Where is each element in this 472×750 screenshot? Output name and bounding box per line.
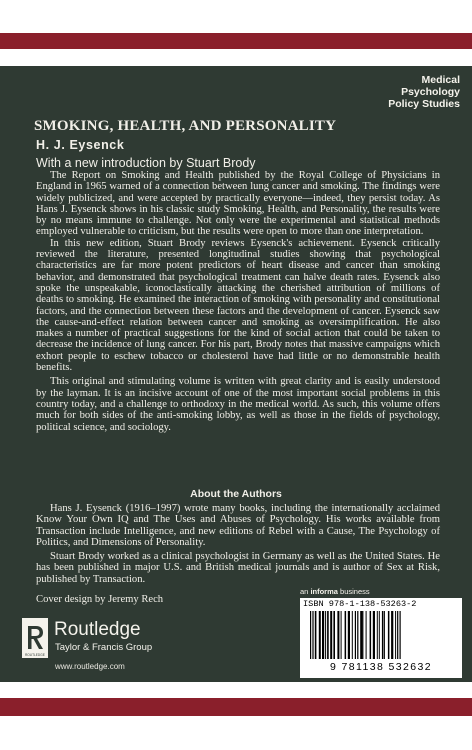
- barcode-bar: [327, 611, 329, 659]
- barcode-bar: [322, 611, 324, 659]
- barcode-bar: [377, 611, 378, 659]
- cover-design-credit: Cover design by Jeremy Rech: [36, 594, 164, 605]
- barcode-bar: [319, 611, 321, 659]
- about-brody: Stuart Brody worked as a clinical psychologist in Germany as well as the United States. He has been published in major U.S. and British medical journals and is author of Sex at Risk, published by Transaction.: [36, 551, 440, 585]
- barcode-bar: [310, 611, 311, 659]
- barcode-bar: [362, 611, 363, 659]
- barcode-bar: [397, 611, 398, 659]
- introduction-credit: With a new introduction by Stuart Brody: [36, 156, 256, 170]
- isbn-text: ISBN 978-1-138-53263-2: [303, 599, 417, 609]
- barcode-bars: [308, 611, 454, 659]
- blurb-paragraph: This original and stimulating volume is written with great clarity and is easily understood by the layman. It is an incisive account of one of the most important social problems in this country today, and a challenge to orthodoxy in the medical world. As such, this volume offers much for both sides of the anti-smoking lobby, as well as those in the fields of psychology, political science, and sociology.: [36, 376, 440, 433]
- barcode-bar: [357, 611, 358, 659]
- blurb-paragraph: In this new edition, Stuart Brody reviews Eysenck's achievement. Eysenck critically reviewed the literature, presented longitudinal studies showing that psychological characteristics are far more potent predictors of heart disease and cancer than smoking behavior, and demonstrated that psychological treatment can halve death rates. Eysenck also spoke the unspeakable, iconoclastically attacking the cherished attribution of millions of deaths to smoking. He examined the interaction of smoking with personality and constitutional factors, and the connection between these factors and the development of cancer. Eysenck saw the cause-and-effect relation between cancer and smoking as oversimplification. He also makes a number of practical suggestions for the kind of social action that could be taken to decrease the incidence of lung cancer. For his part, Brody notes that massive campaigns which exhort people to eschew tobacco or cholesterol have had little or no demonstrable health benefits.: [36, 237, 440, 374]
- series-label: [388, 74, 460, 110]
- informa-prefix: an: [300, 587, 309, 596]
- barcode-bar: [400, 611, 401, 659]
- routledge-spine-text: ROUTLEDGE: [25, 653, 45, 657]
- book-title: SMOKING, HEALTH, AND PERSONALITY: [34, 118, 337, 134]
- book-author: H. J. Eysenck: [36, 138, 125, 152]
- top-red-stripe: [0, 33, 472, 49]
- barcode-number: 9 781138 532632: [330, 661, 432, 673]
- back-cover-panel: [0, 66, 472, 682]
- barcode-bar: [373, 611, 375, 659]
- barcode-box: [300, 598, 462, 678]
- about-authors: [36, 503, 440, 588]
- barcode-bar: [345, 611, 347, 659]
- routledge-r-icon: [22, 618, 48, 658]
- informa-suffix: business: [340, 587, 370, 596]
- bottom-red-stripe: [0, 698, 472, 716]
- barcode-bar: [395, 611, 396, 659]
- barcode-bar: [391, 611, 393, 659]
- barcode-bar: [352, 611, 353, 659]
- publisher-logo: [22, 618, 242, 658]
- barcode-bar: [388, 611, 390, 659]
- barcode-bar: [384, 611, 385, 659]
- publisher-group: Taylor & Francis Group: [55, 642, 153, 653]
- barcode-bar: [366, 611, 367, 659]
- barcode-bar: [379, 611, 380, 659]
- about-heading: About the Authors: [190, 488, 282, 500]
- barcode-bar: [333, 611, 335, 659]
- barcode-bar: [348, 611, 350, 659]
- barcode-bar: [325, 611, 326, 659]
- barcode-bar: [355, 611, 356, 659]
- barcode-bar: [341, 611, 342, 659]
- informa-business-label: [300, 587, 370, 596]
- barcode-bar: [382, 611, 384, 659]
- series-line-medical: Medical: [421, 74, 460, 86]
- publisher-website: www.routledge.com: [55, 662, 125, 671]
- barcode-bar: [360, 611, 362, 659]
- barcode-bar: [330, 611, 332, 659]
- blurb: [36, 170, 440, 433]
- informa-brand: informa: [310, 587, 338, 596]
- barcode-bar: [337, 611, 339, 659]
- publisher-name: Routledge: [54, 619, 141, 640]
- barcode-bar: [370, 611, 372, 659]
- barcode-bar: [312, 611, 313, 659]
- series-line-psychology: Psychology: [401, 86, 460, 98]
- barcode-bar: [315, 611, 317, 659]
- blurb-paragraph: The Report on Smoking and Health published by the Royal College of Physicians in England in 1965 warned of a connection between lung cancer and smoking. The findings were widely publicized, and were accepted by practically everyone—indeed, they persist today. As Hans J. Eysenck shows in his classic study Smoking, Health, and Personality, the results were by no means immune to challenge. Not only were the experimental and statistical methods employed vulnerable to criticism, but the results were open to more than one interpretation.: [36, 170, 440, 238]
- about-eysenck: Hans J. Eysenck (1916–1997) wrote many books, including the internationally acclaimed Know Your Own IQ and The Uses and Abuses of Psychology. His works available from Transaction include Intelligence, and new editions of Rebel with a Cause, The Psychology of Politics, and Dimensions of Personality.: [36, 503, 440, 548]
- series-line-policy: Policy Studies: [388, 98, 460, 110]
